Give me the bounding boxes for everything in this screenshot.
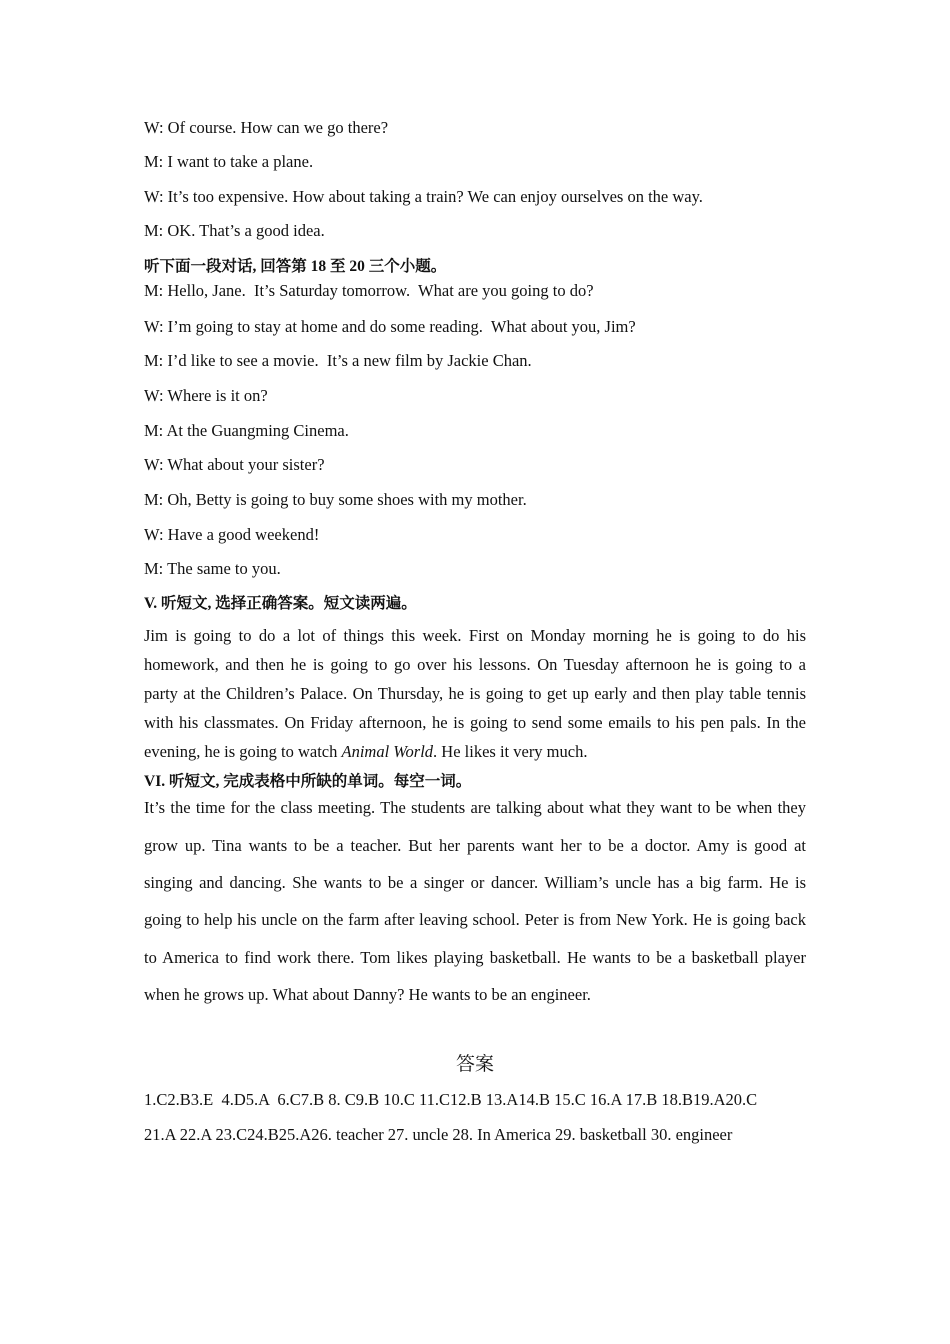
dialogue-line: M: The same to you. [144, 559, 281, 578]
program-title: Animal World [341, 742, 434, 761]
section-heading-dialogue: 听下面一段对话, 回答第 18 至 20 三个小题。 [144, 258, 447, 275]
section-v-heading: V. 听短文, 选择正确答案。短文读两遍。 [144, 595, 417, 612]
passage-text: evening, he is going to watch [144, 742, 342, 761]
passage-line: when he grows up. What about Danny? He wants to be an engineer. [144, 985, 591, 1004]
dialogue-line: M: OK. That’s a good idea. [144, 221, 325, 240]
passage-line: grow up. Tina wants to be a teacher. But her parents want her to be a doctor. Amy is good at [144, 836, 806, 855]
passage-line: party at the Children’s Palace. On Thursday, he is going to get up early and then play table tennis [144, 684, 806, 703]
passage-line: with his classmates. On Friday afternoon, he is going to send some emails to his pen pals. In the [144, 713, 806, 732]
dialogue-line: W: Have a good weekend! [144, 525, 320, 544]
dialogue-line: W: I’m going to stay at home and do some reading. What about you, Jim? [144, 317, 636, 336]
dialogue-line: M: I’d like to see a movie. It’s a new film by Jackie Chan. [144, 351, 532, 370]
dialogue-line: M: At the Guangming Cinema. [144, 421, 349, 440]
answer-line: 1.C2.B3.E 4.D5.A 6.C7.B 8. C9.B 10.C 11.C12.B 13.A14.B 15.C 16.A 17.B 18.B19.A20.C [144, 1090, 758, 1109]
dialogue-line: W: Of course. How can we go there? [144, 118, 389, 137]
dialogue-line: W: Where is it on? [144, 386, 268, 405]
passage-line: It’s the time for the class meeting. The students are talking about what they want to be when they [144, 798, 806, 817]
passage-line: to America to find work there. Tom likes playing basketball. He wants to be a basketball player [144, 948, 806, 967]
dialogue-line: M: Oh, Betty is going to buy some shoes with my mother. [144, 490, 527, 509]
passage-line: homework, and then he is going to go over his lessons. On Tuesday afternoon he is going to a [144, 655, 806, 674]
section-vi-heading: VI. 听短文, 完成表格中所缺的单词。每空一词。 [144, 773, 472, 790]
passage-last-line [144, 741, 806, 763]
dialogue-line: W: What about your sister? [144, 455, 325, 474]
answer-line: 21.A 22.A 23.C24.B25.A26. teacher 27. uncle 28. In America 29. basketball 30. engineer [144, 1125, 733, 1144]
passage-line: singing and dancing. She wants to be a singer or dancer. William’s uncle has a big farm. He is [144, 873, 806, 892]
passage-line: going to help his uncle on the farm after leaving school. Peter is from New York. He is going back [144, 910, 806, 929]
dialogue-line: M: I want to take a plane. [144, 152, 314, 171]
dialogue-line: W: It’s too expensive. How about taking a train? We can enjoy ourselves on the way. [144, 187, 703, 206]
answers-title: 答案 [455, 1053, 494, 1075]
passage-line: Jim is going to do a lot of things this week. First on Monday morning he is going to do his [144, 626, 806, 645]
passage-text: . He likes it very much. [433, 742, 588, 761]
dialogue-line: M: Hello, Jane. It’s Saturday tomorrow. What are you going to do? [144, 281, 594, 300]
